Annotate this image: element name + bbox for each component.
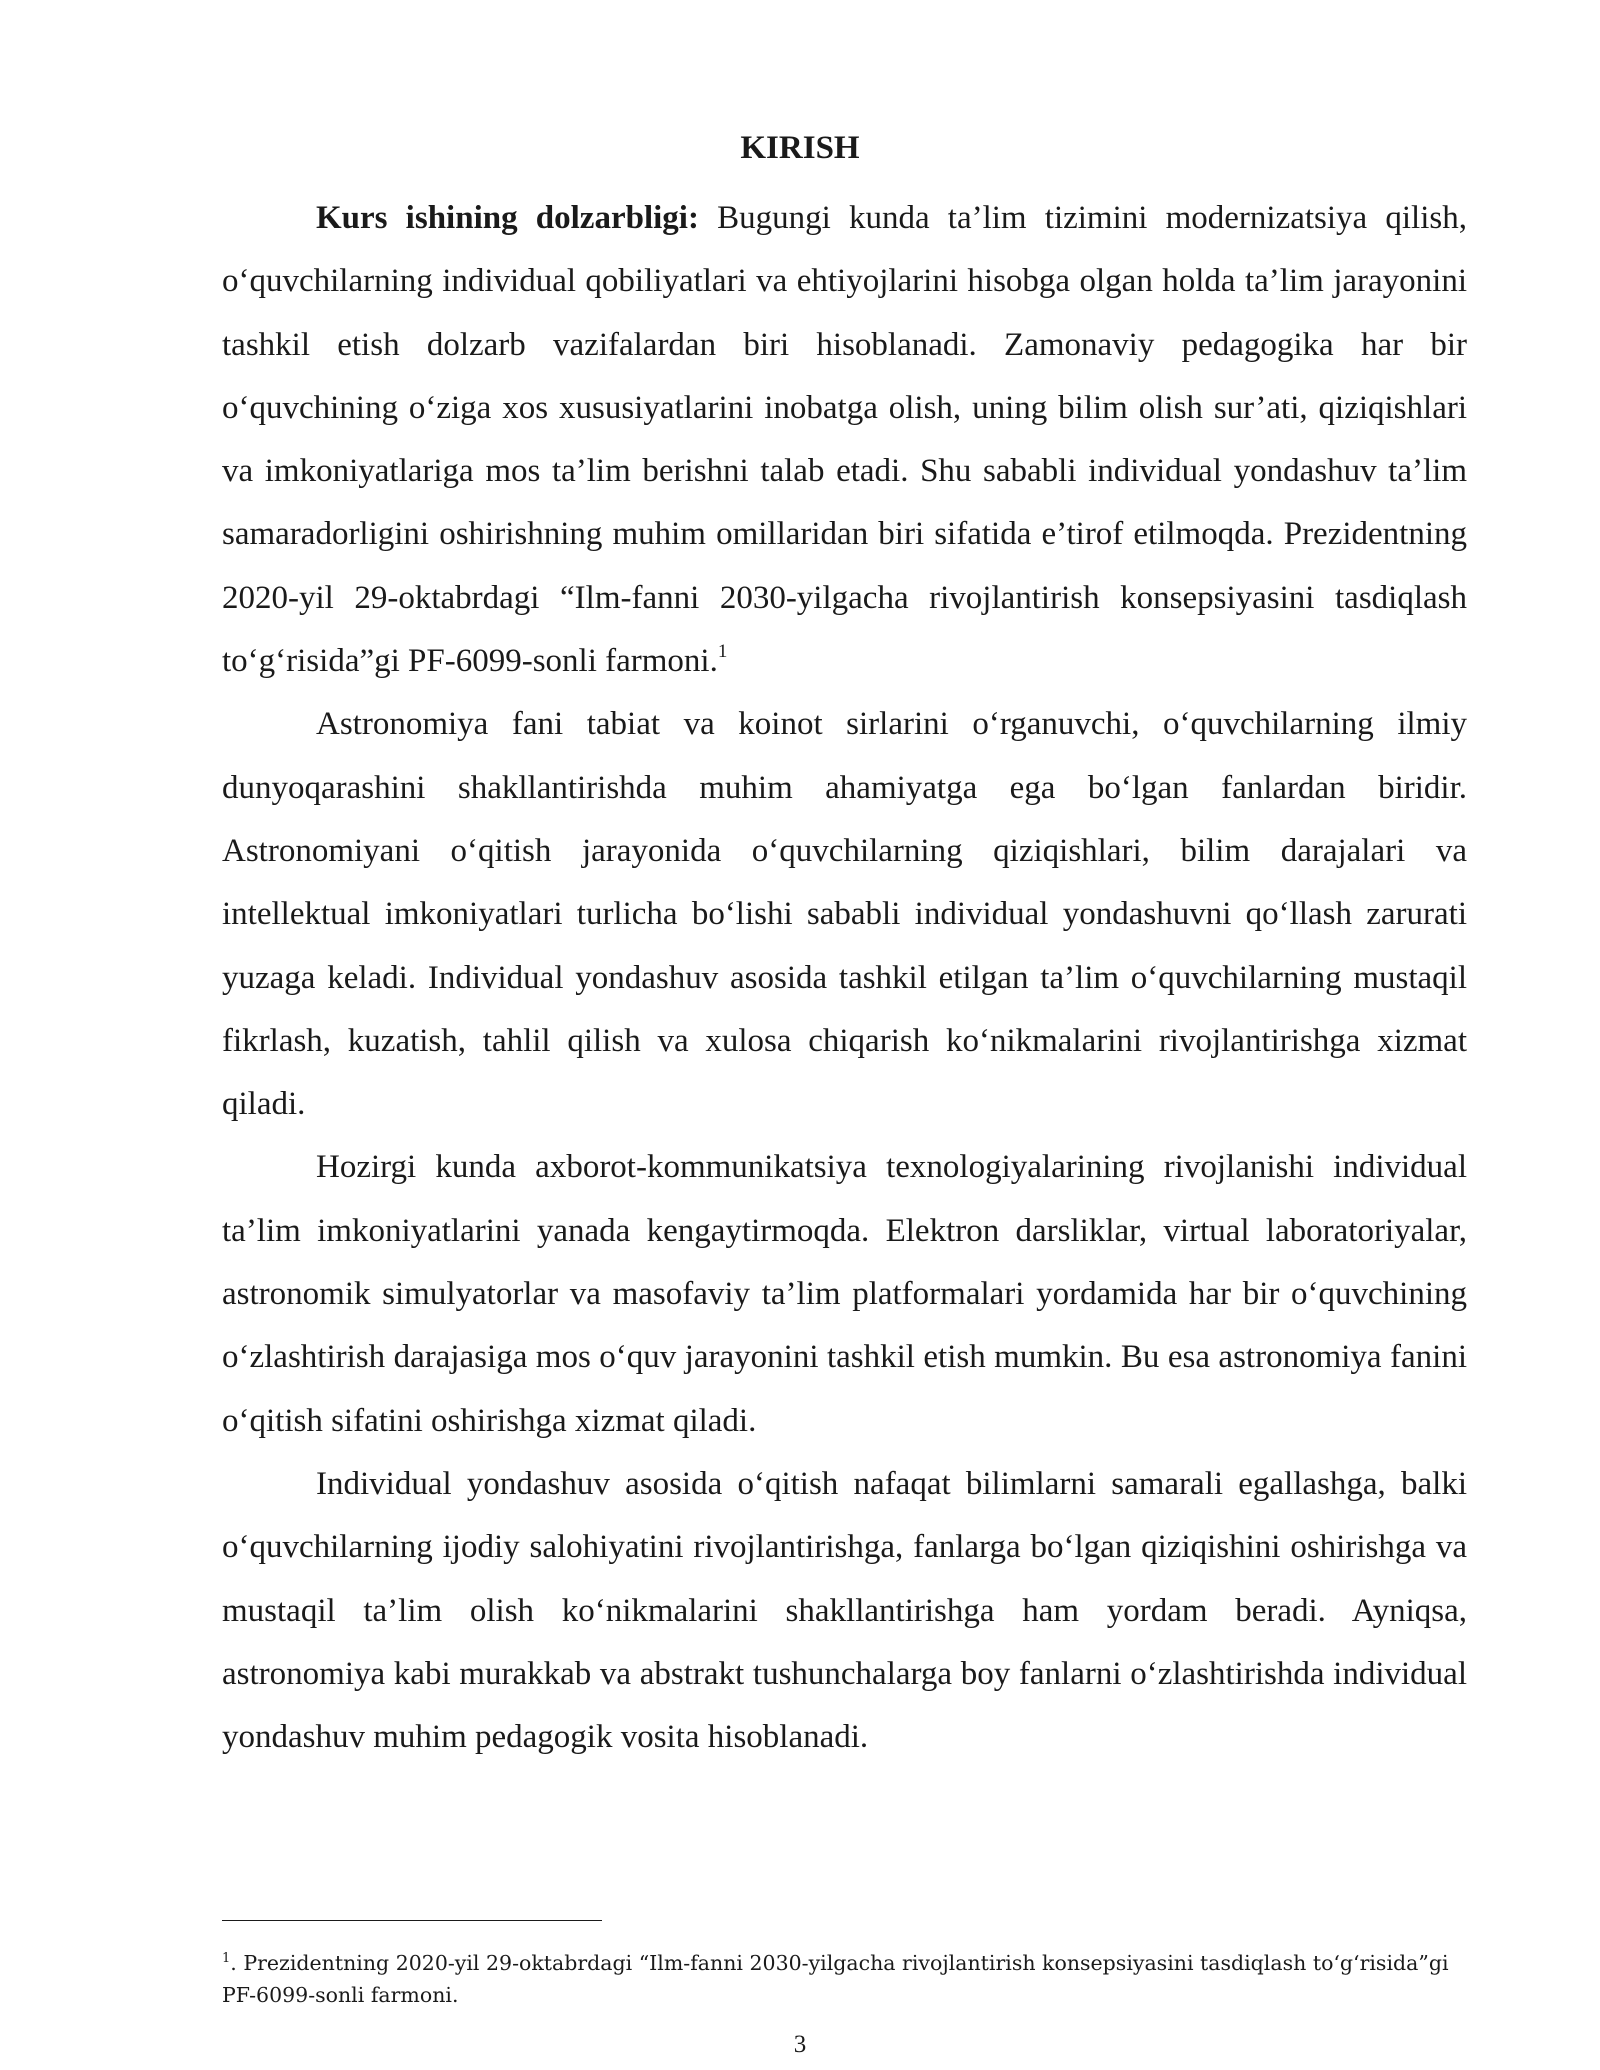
footnote-reference[interactable]: 1 [717,641,728,663]
body-text [222,187,1467,1769]
footnote [222,1947,1467,2011]
footnote-marker: 1 [222,1951,231,1967]
footnote-text: . Prezidentning 2020-yil 29-oktabrdagi “Ilm-fanni 2030-yilgacha rivojlantirish konsepsiyasini tasdiqlash to‘g‘risida”gi PF-6099-sonli farmoni. [222,1951,1449,2007]
page-number: 3 [793,2031,807,2058]
footnote-separator [222,1920,602,1921]
paragraph-lead: Kurs ishining dolzarbligi: [316,200,699,236]
paragraph-individual-approach: Individual yondashuv asosida o‘qitish nafaqat bilimlarni samarali egallashga, balki o‘quvchilarning ijodiy salohiyatini rivojlantirishga, fanlarga bo‘lgan qiziqishini oshirishga va mustaqil ta’lim olish ko‘nikmalarini shakllantirishga ham yordam beradi. Ayniqsa, astronomiya kabi murakkab va abstrakt tushunchalarga boy fanlarni o‘zlashtirishda individual yondashuv muhim pedagogik vosita hisoblanadi. [222,1465,1467,1756]
paragraph-ict: Hozirgi kunda axborot-kommunikatsiya texnologiyalarining rivojlanishi individual ta’lim imkoniyatlarini yanada kengaytirmoqda. Elektron darsliklar, virtual laboratoriyalar, astronomik simulyatorlar va masofaviy ta’lim platformalari yordamida har bir o‘quvchining o‘zlashtirish darajasiga mos o‘quv jarayonini tashkil etish mumkin. Bu esa astronomiya fanini o‘qitish sifatini oshirishga xizmat qiladi. [222,1149,1467,1439]
paragraph-astronomy: Astronomiya fani tabiat va koinot sirlarini o‘rganuvchi, o‘quvchilarning ilmiy dunyoqarashini shakllantirishda muhim ahamiyatga ega bo‘lgan fanlardan biridir. Astronomiyani o‘qitish jarayonida o‘quvchilarning qiziqishlari, bilim darajalari va intellektual imkoniyatlari turlicha bo‘lishi sababli individual yondashuvni qo‘llash zarurati yuzaga keladi. Individual yondashuv asosida tashkil etilgan ta’lim o‘quvchilarning mustaqil fikrlash, kuzatish, tahlil qilish va xulosa chiqarish ko‘nikmalarini rivojlantirishga xizmat qiladi. [222,706,1467,1123]
section-heading: KIRISH [740,130,860,166]
paragraph-relevance-text: Bugungi kunda ta’lim tizimini modernizatsiya qilish, o‘quvchilarning individual qobiliyatlari va ehtiyojlarini hisobga olgan holda ta’lim jarayonini tashkil etish dolzarb vazifalardan biri hisoblanadi. Zamonaviy pedagogika har bir o‘quvchining o‘ziga xos xususiyatlarini inobatga olish, uning bilim olish sur’ati, qiziqishlari va imkoniyatlariga mos ta’lim berishni talab etadi. Shu sababli individual yondashuv ta’lim samaradorligini oshirishning muhim omillaridan biri sifatida e’tirof etilmoqda. Prezidentning 2020-yil 29-oktabrdagi “Ilm-fanni 2030-yilgacha rivojlantirish konsepsiyasini tasdiqlash to‘g‘risida”gi PF-6099-sonli farmoni. [222,200,1467,680]
paragraph-relevance [222,187,1467,693]
